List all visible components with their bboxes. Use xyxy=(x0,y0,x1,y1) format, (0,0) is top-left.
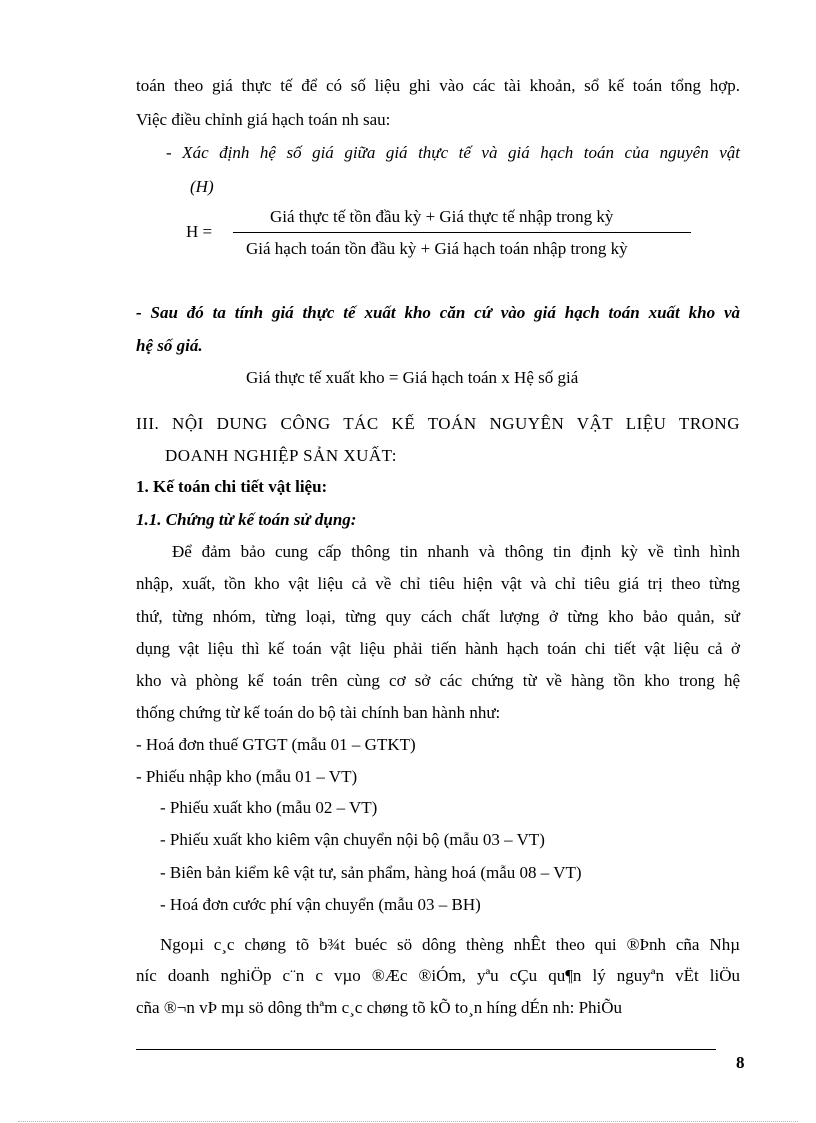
paragraph-line: nhập, xuất, tồn kho vật liệu cả về chỉ tiêu hiện vật và chỉ tiêu giá trị theo từng xyxy=(136,574,740,593)
formula-lhs: H = xyxy=(186,222,213,241)
page-edge xyxy=(18,1121,798,1122)
garbled-paragraph-line: cña ®¬n vÞ mµ sö dông thªm c¸c chøng tõ kÕ to¸n híng dÉn nh: PhiÕu xyxy=(136,998,623,1017)
subsubsection-heading: 1.1. Chứng từ kế toán sử dụng: xyxy=(136,510,357,529)
paragraph-line: thống chứng từ kế toán do bộ tài chính ban hành như: xyxy=(136,703,501,722)
italic-text: (H) xyxy=(190,177,214,196)
section-heading: III. NỘI DUNG CÔNG TÁC KẾ TOÁN NGUYÊN VẬT LIỆU TRONG xyxy=(136,414,740,433)
text-line: toán theo giá thực tế để có số liệu ghi vào các tài khoản, sổ kế toán tổng hợp. xyxy=(136,76,740,95)
list-item: - Phiếu xuất kho (mẫu 02 – VT) xyxy=(160,798,378,817)
garbled-paragraph-line: Ngoµi c¸c chøng tõ b¾t buéc sö dông thèng nhÊt theo qui ®Þnh cña Nhµ xyxy=(160,935,740,954)
bold-italic-text: hệ số giá. xyxy=(136,336,203,355)
paragraph-line: dụng vật liệu thì kế toán vật liệu phải tiến hành hạch toán chi tiết vật liệu cả ở xyxy=(136,639,740,658)
garbled-paragraph-line: níc doanh nghiÖp c¨n c vµo ®Æc ®iÓm, yªu cÇu qu¶n lý nguyªn vËt liÖu xyxy=(136,966,740,985)
fraction-bar xyxy=(233,232,691,233)
subsection-heading: 1. Kế toán chi tiết vật liệu: xyxy=(136,477,328,496)
paragraph-line: thứ, từng nhóm, từng loại, từng quy cách chất lượng ở từng kho bảo quản, sử xyxy=(136,607,740,626)
paragraph-line: kho và phòng kế toán trên cùng cơ sở các chứng từ về hàng tồn kho trong hệ xyxy=(136,671,740,690)
list-item: - Biên bản kiểm kê vật tư, sản phẩm, hàng hoá (mẫu 08 – VT) xyxy=(160,863,582,882)
italic-bullet: - Xác định hệ số giá giữa giá thực tế và giá hạch toán của nguyên vật xyxy=(166,143,740,162)
paragraph-line: Để đảm bảo cung cấp thông tin nhanh và thông tin định kỳ về tình hình xyxy=(172,542,740,561)
formula-numerator: Giá thực tế tồn đầu kỳ + Giá thực tế nhập trong kỳ xyxy=(270,207,614,226)
formula-text: Giá thực tế xuất kho = Giá hạch toán x Hệ số giá xyxy=(246,368,579,387)
formula-denominator: Giá hạch toán tồn đầu kỳ + Giá hạch toán nhập trong kỳ xyxy=(246,239,628,258)
list-item: - Phiếu xuất kho kiêm vận chuyển nội bộ (mẫu 03 – VT) xyxy=(160,830,545,849)
list-item: - Hoá đơn thuế GTGT (mẫu 01 – GTKT) xyxy=(136,735,416,754)
list-item: - Hoá đơn cước phí vận chuyển (mẫu 03 – BH) xyxy=(160,895,481,914)
section-heading-cont: DOANH NGHIỆP SẢN XUẤT: xyxy=(165,446,397,465)
bold-italic-text: - Sau đó ta tính giá thực tế xuất kho căn cứ vào giá hạch toán xuất kho và xyxy=(136,303,740,322)
text-line: Việc điều chỉnh giá hạch toán nh sau: xyxy=(136,110,391,129)
footer-rule xyxy=(136,1049,716,1050)
page-number: 8 xyxy=(736,1053,745,1072)
list-item: - Phiếu nhập kho (mẫu 01 – VT) xyxy=(136,767,358,786)
